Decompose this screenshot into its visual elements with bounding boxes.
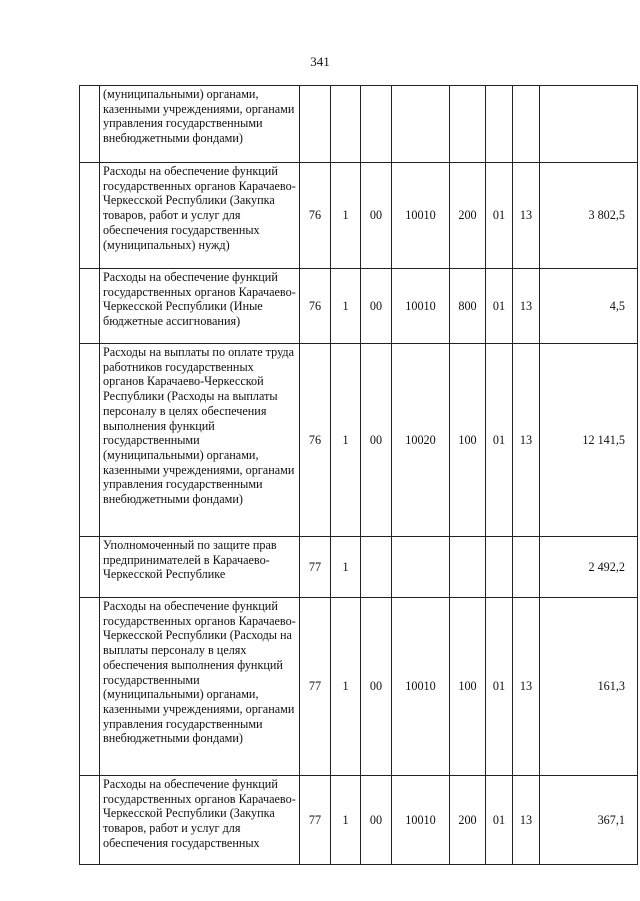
cell-rz: 01 [486,269,513,344]
cell-vr: 800 [450,269,486,344]
cell-pz: 1 [331,537,361,598]
cell-code [392,86,450,163]
row-description: Расходы на обеспечение функций государственных органов Карачаево-Черкесской Республики (Закупка товаров, работ и услуг для обеспечения государственных (муниципальных) нужд) [100,163,300,269]
row-description: Расходы на обеспечение функций государственных органов Карачаево-Черкесской Республики (Закупка товаров, работ и услуг для обеспечения государственных [100,776,300,865]
cell-code: 10010 [392,776,450,865]
cell-pr: 13 [513,344,540,537]
row-description: Расходы на обеспечение функций государственных органов Карачаево-Черкесской Республики (Иные бюджетные ассигнования) [100,269,300,344]
cell-code: 10020 [392,344,450,537]
row-description: Расходы на выплаты по оплате труда работников государственных органов Карачаево-Черкесской Республики (Расходы на выплаты персоналу в целях обеспечения выполнения функций государственными (муниципальными) органами, казенными учреждениями, органами управления государственными внебюджетными фондами) [100,344,300,537]
cell-gr: 77 [300,598,331,776]
page-number: 341 [310,54,330,69]
cell-ng: 00 [361,163,392,269]
cell-ng: 00 [361,344,392,537]
table-row [80,163,638,269]
cell-amount: 4,5 [540,269,638,344]
cell-code: 10010 [392,598,450,776]
table-row [80,86,638,163]
cell-pr [513,86,540,163]
cell-code: 10010 [392,269,450,344]
cell-pz [331,86,361,163]
blank-cell [80,269,100,344]
cell-amount: 161,3 [540,598,638,776]
cell-pz: 1 [331,776,361,865]
cell-gr: 76 [300,344,331,537]
cell-rz [486,537,513,598]
cell-pz: 1 [331,344,361,537]
cell-vr [450,537,486,598]
table-row [80,776,638,865]
cell-gr: 77 [300,537,331,598]
table-row [80,344,638,537]
cell-vr: 200 [450,163,486,269]
cell-gr: 76 [300,163,331,269]
cell-rz: 01 [486,163,513,269]
row-description: Уполномоченный по защите прав предпринимателей в Карачаево-Черкесской Республике [100,537,300,598]
blank-cell [80,86,100,163]
cell-amount: 367,1 [540,776,638,865]
cell-code [392,537,450,598]
cell-pr: 13 [513,598,540,776]
cell-rz: 01 [486,344,513,537]
cell-code: 10010 [392,163,450,269]
cell-gr: 76 [300,269,331,344]
cell-gr: 77 [300,776,331,865]
cell-pz: 1 [331,598,361,776]
cell-vr [450,86,486,163]
table-row [80,537,638,598]
cell-amount: 3 802,5 [540,163,638,269]
cell-ng: 00 [361,598,392,776]
cell-ng: 00 [361,776,392,865]
cell-amount: 12 141,5 [540,344,638,537]
cell-pr: 13 [513,776,540,865]
cell-pz: 1 [331,163,361,269]
row-description: Расходы на обеспечение функций государственных органов Карачаево-Черкесской Республики (Расходы на выплаты персоналу в целях обеспечения выполнения функций государственными (муниципальными) органами, казенными учреждениями, органами управления государственными внебюджетными фондами) [100,598,300,776]
cell-amount [540,86,638,163]
cell-pr: 13 [513,269,540,344]
budget-table [79,85,638,865]
cell-rz [486,86,513,163]
blank-cell [80,537,100,598]
cell-amount: 2 492,2 [540,537,638,598]
cell-ng [361,86,392,163]
cell-pr [513,537,540,598]
cell-ng: 00 [361,269,392,344]
blank-cell [80,344,100,537]
cell-pz: 1 [331,269,361,344]
row-description: (муниципальными) органами, казенными учреждениями, органами управления государственными внебюджетными фондами) [100,86,300,163]
blank-cell [80,163,100,269]
table-row [80,598,638,776]
cell-rz: 01 [486,598,513,776]
cell-vr: 100 [450,344,486,537]
cell-vr: 100 [450,598,486,776]
table-row [80,269,638,344]
cell-pr: 13 [513,163,540,269]
blank-cell [80,598,100,776]
cell-gr [300,86,331,163]
cell-vr: 200 [450,776,486,865]
blank-cell [80,776,100,865]
cell-rz: 01 [486,776,513,865]
cell-ng [361,537,392,598]
